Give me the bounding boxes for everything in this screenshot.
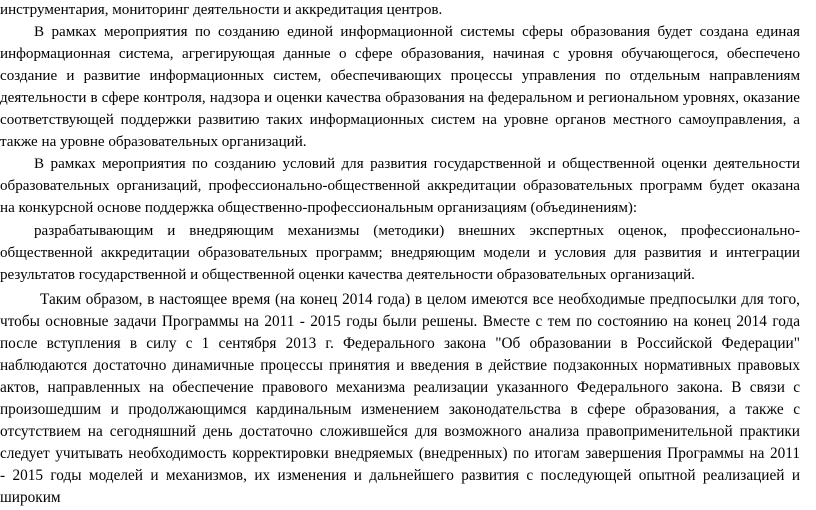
text-line-23: широким xyxy=(0,489,61,506)
text-line-3: информационная система, агрегирующая данные о сфере образования, начиная с уровня обучающегося, обеспечено xyxy=(0,46,800,62)
text-line-8: В рамках мероприятия по созданию условий для развития государственной и общественной оценки деятельности xyxy=(34,156,800,172)
text-line-7: также на уровне образовательных организаций. xyxy=(0,134,307,150)
text-line-16: после вступления в силу с 1 сентября 2013 г. Федерального закона "Об образовании в Российской Федерации" xyxy=(0,335,800,352)
text-line-12: общественной аккредитации образовательных программ; внедряющим модели и условия для развития и интеграции xyxy=(0,245,800,261)
text-line-2: В рамках мероприятия по созданию единой информационной системы сферы образования будет создана единая xyxy=(34,24,800,40)
text-line-21: следует учитывать необходимость корректировки внедряемых (внедренных) по итогам завершения Программы на 2011 xyxy=(0,445,800,462)
text-line-17: наблюдаются достаточно динамичные процессы принятия и введения в действие подзаконных нормативных правовых xyxy=(0,357,800,374)
text-line-20: отсутствием на сегодняшний день достаточно сложившейся для возможного анализа правоприменительной практики xyxy=(0,423,800,440)
text-line-6: соответствующей поддержки развитию таких информационных систем на уровне органов местного самоуправления, а xyxy=(0,112,800,128)
text-line-15: чтобы основные задачи Программы на 2011 - 2015 годы были решены. Вместе с тем по состоянию на конец 2014 года xyxy=(0,313,800,330)
text-line-18: актов, направленных на обеспечение правового механизма реализации указанного Федерального закона. В связи с xyxy=(0,379,800,396)
text-line-22: - 2015 годы моделей и механизмов, их изменения и дальнейшего развития с последующей опытной реализацией и xyxy=(0,467,800,484)
text-line-9: образовательных организаций, профессионально-общественной аккредитации образовательных программ будет оказана xyxy=(0,178,800,194)
text-line-19: произошедшим и продолжающимся кардинальным изменением законодательства в сфере образования, а также с xyxy=(0,401,800,418)
text-line-4: создание и развитие информационных систем, обеспечивающих процессы управления по отдельным направлениям xyxy=(0,68,800,84)
text-line-5: деятельности в сфере контроля, надзора и оценки качества образования на федеральном и региональном уровнях, оказание xyxy=(0,90,800,106)
text-line-11: разрабатывающим и внедряющим механизмы (методики) внешних экспертных оценок, профессионально- xyxy=(34,223,800,239)
text-line-10: на конкурсной основе поддержка общественно-профессиональным организациям (объединениям): xyxy=(0,200,638,216)
text-line-13: результатов государственной и общественной оценки качества деятельности образовательных организаций. xyxy=(0,267,695,283)
text-line-1: инструментария, мониторинг деятельности и аккредитация центров. xyxy=(0,2,443,18)
text-line-14: Таким образом, в настоящее время (на конец 2014 года) в целом имеются все необходимые предпосылки для того, xyxy=(40,291,800,308)
